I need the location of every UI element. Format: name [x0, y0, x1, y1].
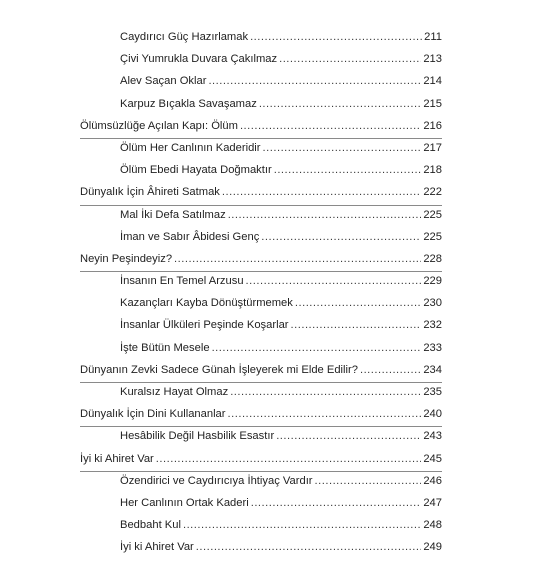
toc-entry-title: İyi ki Ahiret Var	[80, 452, 154, 465]
toc-chapter-entry	[80, 117, 442, 139]
toc-entry-title: Alev Saçan Oklar	[120, 75, 207, 88]
toc-entry-row	[80, 406, 442, 423]
toc-section-entry	[80, 139, 442, 161]
toc-entry-title: Mal İki Defa Satılmaz	[120, 208, 226, 221]
toc-entry-row	[120, 539, 442, 556]
table-of-contents	[80, 28, 442, 561]
toc-entry-page-number: 215	[423, 97, 442, 110]
toc-section-entry	[80, 272, 442, 294]
toc-entry-title: Dünyanın Zevki Sadece Günah İşleyerek mi Elde Edilir?	[80, 363, 358, 376]
toc-chapter-entry	[80, 450, 442, 472]
dot-leader	[183, 517, 421, 534]
toc-entry-title: Neyin Peşindeyiz?	[80, 252, 173, 265]
toc-chapter-entry	[80, 361, 442, 383]
toc-section-entry	[80, 516, 442, 538]
toc-entry-row	[120, 51, 442, 68]
toc-entry-page-number: 245	[423, 452, 442, 465]
dot-leader	[276, 428, 421, 445]
toc-entry-row	[120, 96, 442, 113]
dot-leader	[212, 340, 422, 357]
toc-entry-row	[80, 362, 442, 379]
toc-entry-title: İnsanlar Ülküleri Peşinde Koşarlar	[120, 319, 289, 332]
toc-section-entry	[80, 339, 442, 361]
toc-entry-page-number: 216	[423, 119, 442, 132]
toc-entry-row	[80, 184, 442, 201]
toc-entry-page-number: 247	[423, 496, 442, 509]
toc-section-entry	[80, 228, 442, 250]
toc-entry-title: Özendirici ve Caydırıcıya İhtiyaç Vardır	[120, 474, 313, 487]
dot-leader	[228, 406, 422, 423]
dot-leader	[263, 140, 422, 157]
toc-section-entry	[80, 161, 442, 183]
toc-chapter-entry	[80, 250, 442, 272]
toc-entry-row	[80, 118, 442, 135]
toc-entry-page-number: 235	[423, 386, 442, 398]
toc-entry-title: Bedbaht Kul	[120, 519, 181, 532]
toc-entry-row	[120, 273, 442, 290]
toc-entry-page-number: 228	[423, 252, 442, 265]
toc-entry-page-number: 243	[423, 430, 442, 443]
toc-entry-page-number: 246	[423, 474, 442, 487]
dot-leader	[156, 451, 422, 468]
dot-leader	[240, 118, 421, 135]
dot-leader	[228, 207, 422, 224]
dot-leader	[315, 473, 422, 490]
toc-entry-row	[120, 317, 442, 334]
toc-entry-title: Dünyalık İçin Dini Kullananlar	[80, 408, 226, 421]
toc-entry-page-number: 229	[423, 275, 442, 288]
toc-entry-title: İyi ki Ahiret Var	[120, 541, 194, 554]
toc-entry-row	[120, 140, 442, 157]
toc-entry-title: İşte Bütün Mesele	[120, 341, 210, 354]
dot-leader	[279, 51, 421, 68]
dot-leader	[295, 295, 421, 312]
toc-entry-title: Caydırıcı Güç Hazırlamak	[120, 31, 249, 43]
toc-entry-title: Hesâbilik Değil Hasbilik Esastır	[120, 430, 275, 443]
toc-entry-row	[80, 251, 442, 268]
toc-entry-page-number: 230	[423, 297, 442, 310]
toc-entry-page-number: 249	[423, 541, 442, 554]
toc-entry-title: Ölüm Ebedi Hayata Doğmaktır	[120, 164, 272, 177]
toc-section-entry	[80, 294, 442, 316]
toc-entry-page-number: 225	[423, 230, 442, 243]
dot-leader	[250, 29, 422, 46]
dot-leader	[208, 73, 421, 90]
toc-entry-row	[120, 295, 442, 312]
toc-entry-row	[80, 451, 442, 468]
toc-section-entry	[80, 28, 442, 50]
dot-leader	[360, 362, 421, 379]
toc-entry-page-number: 217	[423, 141, 442, 154]
dot-leader	[230, 384, 421, 401]
toc-section-entry	[80, 72, 442, 94]
toc-entry-title: Karpuz Bıçakla Savaşamaz	[120, 97, 257, 110]
toc-chapter-entry	[80, 183, 442, 205]
toc-entry-row	[120, 428, 442, 445]
toc-section-entry	[80, 50, 442, 72]
toc-entry-row	[120, 29, 442, 46]
dot-leader	[174, 251, 421, 268]
toc-entry-title: İnsanın En Temel Arzusu	[120, 275, 244, 288]
toc-entry-page-number: 211	[424, 31, 442, 43]
toc-entry-page-number: 213	[423, 53, 442, 66]
toc-entry-page-number: 233	[423, 341, 442, 354]
toc-entry-title: Ölüm Her Canlının Kaderidir	[120, 141, 261, 154]
toc-entry-row	[120, 517, 442, 534]
toc-section-entry	[80, 95, 442, 117]
toc-entry-page-number: 214	[423, 75, 442, 88]
toc-entry-row	[120, 384, 442, 401]
toc-entry-row	[120, 162, 442, 179]
dot-leader	[251, 495, 422, 512]
toc-entry-page-number: 225	[423, 208, 442, 221]
toc-chapter-entry	[80, 405, 442, 427]
toc-section-entry	[80, 538, 442, 560]
toc-entry-title: Her Canlının Ortak Kaderi	[120, 496, 249, 509]
toc-entry-title: Kuralsız Hayat Olmaz	[120, 386, 229, 398]
toc-section-entry	[80, 427, 442, 449]
toc-entry-page-number: 222	[423, 186, 442, 199]
dot-leader	[196, 539, 422, 556]
toc-section-entry	[80, 383, 442, 405]
toc-entry-row	[120, 73, 442, 90]
toc-section-entry	[80, 472, 442, 494]
toc-entry-row	[120, 207, 442, 224]
toc-section-entry	[80, 494, 442, 516]
toc-entry-page-number: 248	[423, 519, 442, 532]
toc-section-entry	[80, 206, 442, 228]
toc-entry-row	[120, 340, 442, 357]
toc-entry-page-number: 240	[423, 408, 442, 421]
dot-leader	[291, 317, 422, 334]
dot-leader	[259, 96, 422, 113]
toc-entry-title: Çivi Yumrukla Duvara Çakılmaz	[120, 53, 278, 66]
toc-entry-page-number: 234	[423, 363, 442, 376]
toc-entry-title: Ölümsüzlüğe Açılan Kapı: Ölüm	[80, 119, 238, 132]
toc-entry-title: Kazançları Kayba Dönüştürmemek	[120, 297, 293, 310]
toc-entry-row	[120, 229, 442, 246]
dot-leader	[222, 184, 421, 201]
toc-entry-title: İman ve Sabır Âbidesi Genç	[120, 230, 260, 243]
toc-entry-page-number: 218	[423, 164, 442, 177]
toc-entry-page-number: 232	[423, 319, 442, 332]
dot-leader	[261, 229, 421, 246]
toc-entry-row	[120, 495, 442, 512]
toc-entry-title: Dünyalık İçin Âhireti Satmak	[80, 186, 220, 199]
toc-entry-row	[120, 473, 442, 490]
toc-section-entry	[80, 316, 442, 338]
dot-leader	[274, 162, 422, 179]
dot-leader	[246, 273, 422, 290]
